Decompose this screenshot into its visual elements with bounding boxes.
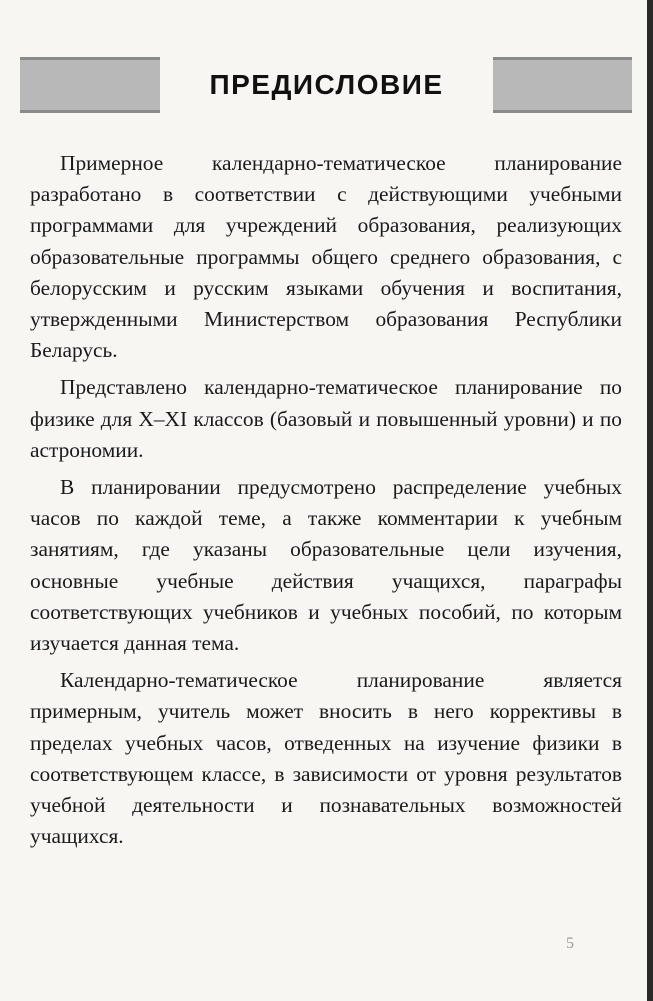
paragraph: Представлено календарно-тематическое планирование по физике для X–XI классов (базовый и повышенный уровни) и по астрономии. xyxy=(30,375,622,462)
paragraph: В планировании предусмотрено распределение учебных часов по каждой теме, а также комментарии к учебным занятиям, где указаны образовательные цели изучения, основные учебные действия учащихся, параграфы соответствующих учебников и учебных пособий, по которым изучается данная тема. xyxy=(30,475,622,656)
page-edge xyxy=(647,0,653,1001)
page-number: 5 xyxy=(566,935,574,952)
title-box xyxy=(160,57,493,113)
paragraph: Календарно-тематическое планирование является примерным, учитель может вносить в него коррективы в пределах учебных часов, отведенных на изучение физики в соответствующем классе, в зависимости от уровня результатов учебной деятельности и познавательных возможностей учащихся. xyxy=(30,668,622,849)
body-text xyxy=(30,148,622,858)
paragraph: Примерное календарно-тематическое планирование разработано в соответствии с действующими учебными программами для учреждений образования, реализующих образовательные программы общего среднего образования, с белорусским и русским языками обучения и воспитания, утвержденными Министерством образования Республики Беларусь. xyxy=(30,151,622,363)
page-title: ПРЕДИСЛОВИЕ xyxy=(209,69,444,100)
